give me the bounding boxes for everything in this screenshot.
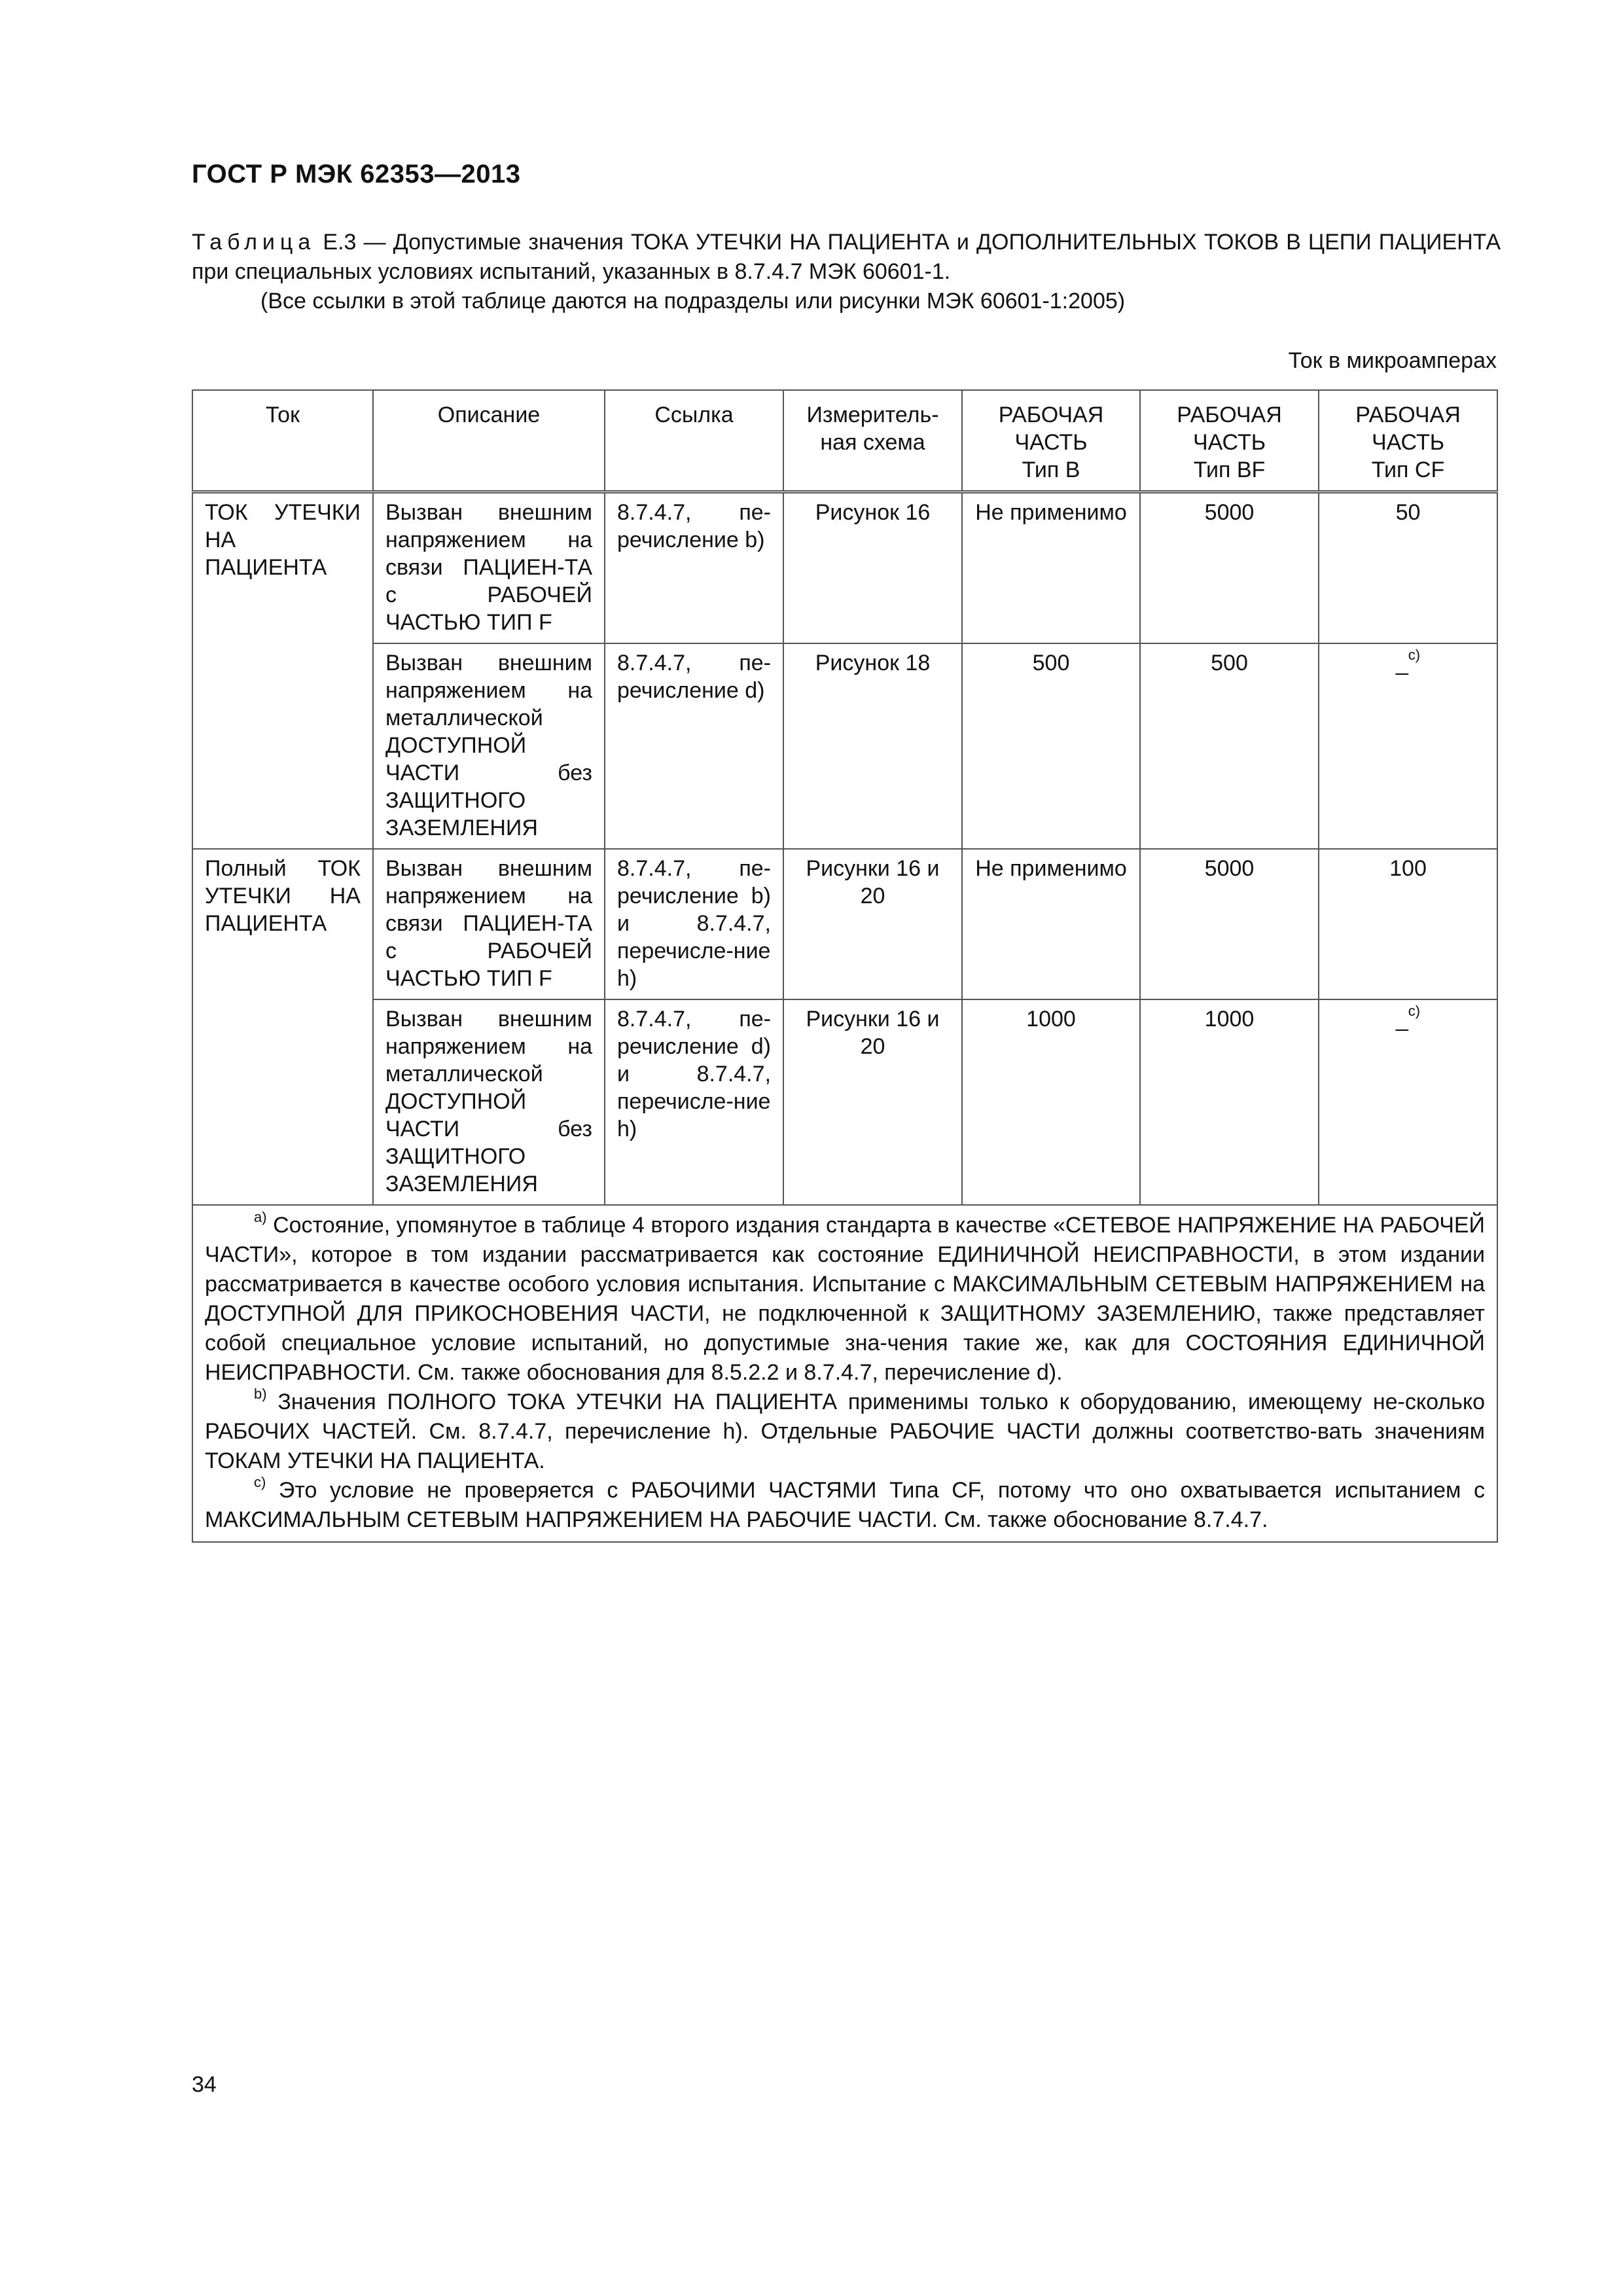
type-b-value: Не применимо	[962, 849, 1140, 999]
table-notes-row	[192, 1205, 1497, 1542]
reference-cell: 8.7.4.7, пе-речисление b) и 8.7.4.7, перечисле-ние h)	[605, 849, 783, 999]
type-b-value: Не применимо	[962, 492, 1140, 644]
reference-cell: 8.7.4.7, пе-речисление d)	[605, 643, 783, 849]
document-header: ГОСТ Р МЭК 62353—2013	[192, 160, 521, 188]
header-opisanie: Описание	[373, 390, 605, 492]
type-bf-value: 1000	[1140, 999, 1319, 1205]
current-type-cell: Полный ТОК УТЕЧКИ НА ПАЦИЕНТА	[192, 849, 373, 1205]
table-caption	[192, 228, 1501, 316]
description-cell: Вызван внешним напряжением на металлической ДОСТУПНОЙ ЧАСТИ без ЗАЩИТНОГО ЗАЗЕМЛЕНИЯ	[373, 999, 605, 1205]
table-row	[192, 999, 1497, 1205]
header-type-b: РАБОЧАЯ ЧАСТЬ Тип B	[962, 390, 1140, 492]
scheme-cell: Рисунки 16 и 20	[783, 999, 962, 1205]
description-cell: Вызван внешним напряжением на металлической ДОСТУПНОЙ ЧАСТИ без ЗАЩИТНОГО ЗАЗЕМЛЕНИЯ	[373, 643, 605, 849]
type-bf-value: 500	[1140, 643, 1319, 849]
type-cf-value: 50	[1319, 492, 1497, 644]
type-bf-value: 5000	[1140, 849, 1319, 999]
table-row	[192, 492, 1497, 644]
header-tok: Ток	[192, 390, 373, 492]
header-ssylka: Ссылка	[605, 390, 783, 492]
description-cell: Вызван внешним напряжением на связи ПАЦИЕН-ТА с РАБОЧЕЙ ЧАСТЬЮ ТИП F	[373, 492, 605, 644]
table-row	[192, 643, 1497, 849]
scheme-cell: Рисунки 16 и 20	[783, 849, 962, 999]
table-caption-text: Е.3 — Допустимые значения ТОКА УТЕЧКИ НА ПАЦИЕНТА и ДОПОЛНИТЕЛЬНЫХ ТОКОВ В ЦЕПИ ПАЦИЕНТА при специальных условиях испытаний, указанных в 8.7.4.7 МЭК 60601-1.	[192, 230, 1501, 284]
footnote-b: $^{b)}$ Значения ПОЛНОГО ТОКА УТЕЧКИ НА ПАЦИЕНТА применимы только к оборудованию, имеющему не-сколько РАБОЧИХ ЧАСТЕЙ. См. 8.7.4.7, перечисление h). Отдельные РАБОЧИЕ ЧАСТИ должны соответство-вать значениям ТОКАМ УТЕЧКИ НА ПАЦИЕНТА.	[205, 1385, 1485, 1473]
type-cf-value: _$^{c)}$	[1319, 999, 1497, 1205]
scheme-cell: Рисунок 16	[783, 492, 962, 644]
type-cf-value: 100	[1319, 849, 1497, 999]
type-bf-value: 5000	[1140, 492, 1319, 644]
type-cf-value: _$^{c)}$	[1319, 643, 1497, 849]
page-number: 34	[192, 2072, 217, 2097]
reference-cell: 8.7.4.7, пе-речисление b)	[605, 492, 783, 644]
header-shema: Измеритель- ная схема	[783, 390, 962, 492]
type-b-value: 500	[962, 643, 1140, 849]
description-cell: Вызван внешним напряжением на связи ПАЦИЕН-ТА с РАБОЧЕЙ ЧАСТЬЮ ТИП F	[373, 849, 605, 999]
footnote-c: $^{c)}$ Это условие не проверяется с РАБОЧИМИ ЧАСТЯМИ Типа CF, потому что оно охватывается испытанием с МАКСИМАЛЬНЫМ СЕТЕВЫМ НАПРЯЖЕНИЕМ НА РАБОЧИЕ ЧАСТИ. См. также обоснование 8.7.4.7.	[205, 1473, 1485, 1532]
leakage-current-table	[192, 389, 1498, 1543]
header-type-cf: РАБОЧАЯ ЧАСТЬ Тип CF	[1319, 390, 1497, 492]
scheme-cell: Рисунок 18	[783, 643, 962, 849]
type-b-value: 1000	[962, 999, 1140, 1205]
units-label: Ток в микроамперах	[1288, 348, 1497, 373]
footnote-a: $^{a)}$ Состояние, упомянутое в таблице 4 второго издания стандарта в качестве «СЕТЕВОЕ НАПРЯЖЕНИЕ НА РАБОЧЕЙ ЧАСТИ», которое в том издании рассматривается как состояние ЕДИНИЧНОЙ НЕИСПРАВНОСТИ, в этом издании рассматривается в качестве особого условия испытания. Испытание с МАКСИМАЛЬНЫМ СЕТЕВЫМ НАПРЯЖЕНИЕМ на ДОСТУПНОЙ ДЛЯ ПРИКОСНОВЕНИЯ ЧАСТИ, не подключенной к ЗАЩИТНОМУ ЗАЗЕМЛЕНИЮ, также представляет собой специальное условие испытаний, но допустимые зна-чения такие же, как для СОСТОЯНИЯ ЕДИНИЧНОЙ НЕИСПРАВНОСТИ. См. также обоснования для 8.5.2.2 и 8.7.4.7, перечисление d).	[205, 1208, 1485, 1385]
table-row	[192, 849, 1497, 999]
header-type-bf: РАБОЧАЯ ЧАСТЬ Тип BF	[1140, 390, 1319, 492]
table-notes	[192, 1205, 1497, 1542]
table-caption-label: Таблица	[192, 230, 316, 255]
reference-cell: 8.7.4.7, пе-речисление d) и 8.7.4.7, перечисле-ние h)	[605, 999, 783, 1205]
table-caption-note: (Все ссылки в этой таблице даются на подразделы или рисунки МЭК 60601-1:2005)	[260, 289, 1126, 314]
table-header-row	[192, 390, 1497, 492]
current-type-cell: ТОК УТЕЧКИ НА ПАЦИЕНТА	[192, 492, 373, 850]
